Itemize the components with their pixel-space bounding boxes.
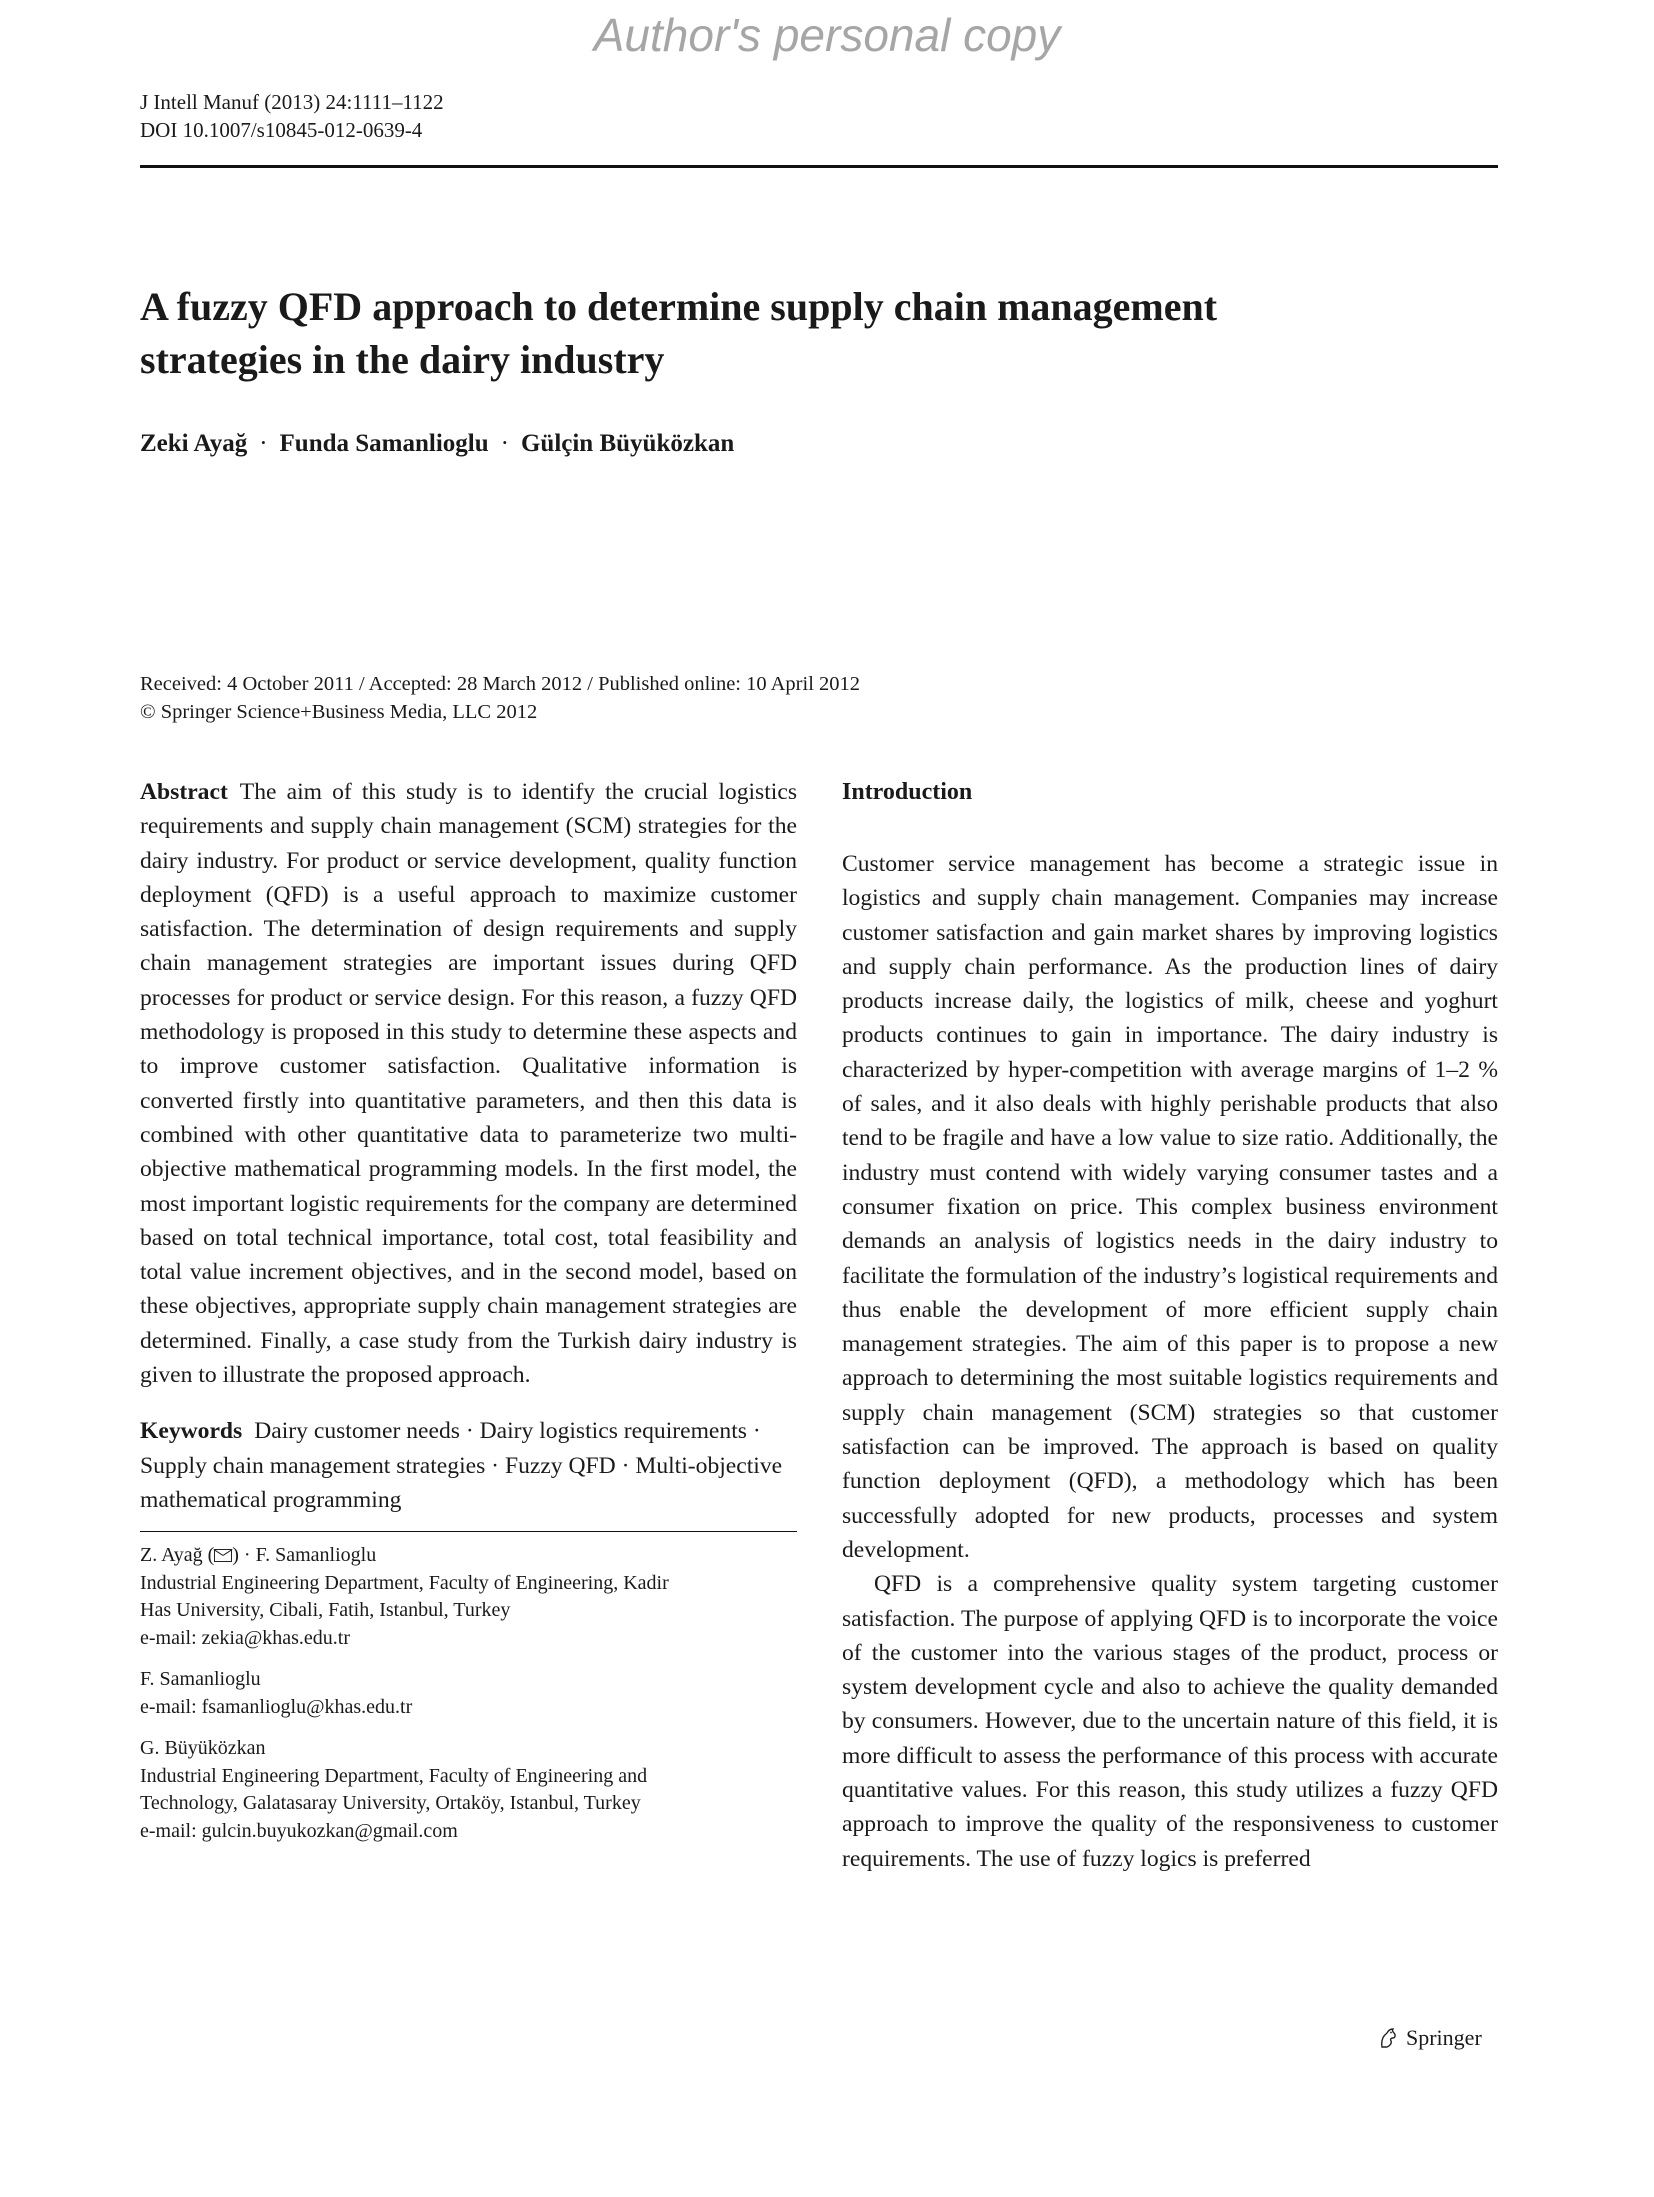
publisher-name: Springer xyxy=(1406,2025,1482,2050)
publication-dates xyxy=(140,670,860,726)
abstract xyxy=(140,775,797,1392)
right-column xyxy=(842,775,1498,1876)
affiliation-email: e-mail: fsamanlioglu@khas.edu.tr xyxy=(140,1695,413,1718)
journal-citation: J Intell Manuf (2013) 24:1111–1122 xyxy=(140,90,444,114)
introduction-heading: Introduction xyxy=(842,779,973,805)
watermark: Author's personal copy xyxy=(593,9,1061,61)
keywords xyxy=(140,1414,797,1517)
author-separator: · xyxy=(500,430,509,457)
envelope-icon xyxy=(214,1549,232,1562)
author-name: Zeki Ayağ xyxy=(140,430,248,457)
abstract-label: Abstract xyxy=(140,779,228,805)
title-line-2: strategies in the dairy industry xyxy=(140,337,665,382)
header-rule xyxy=(140,165,1498,168)
introduction-paragraph-2: QFD is a comprehensive quality system targeting customer satisfaction. The purpose of applying QFD is to incorporate the voice of the customer into the various stages of the product, process or system development cycle and also to achieve the quality demanded by consumers. However, due to the uncertain nature of this field, it is more difficult to assess the performance of this process with accurate quantitative values. For this reason, this study utilizes a fuzzy QFD approach to improve the quality of the responsiveness to customer requirements. The use of fuzzy logics is preferred xyxy=(842,1571,1498,1872)
affiliation-address: Technology, Galatasaray University, Ortaköy, Istanbul, Turkey xyxy=(140,1792,641,1815)
affiliation-address: Has University, Cibali, Fatih, Istanbul, Turkey xyxy=(140,1599,511,1622)
keywords-label: Keywords xyxy=(140,1418,243,1445)
received-dates: Received: 4 October 2011 / Accepted: 28 March 2012 / Published online: 10 April 2012 xyxy=(140,673,861,695)
publisher-logo xyxy=(1376,2025,1482,2051)
affiliation-block-1 xyxy=(140,1542,797,1652)
copyright-notice: © Springer Science+Business Media, LLC 2012 xyxy=(140,701,538,723)
affiliation-block-3 xyxy=(140,1735,797,1845)
affiliation-name: F. Samanlioglu xyxy=(140,1668,261,1691)
keywords-text: Dairy customer needs · Dairy logistics requirements · Supply chain management strategies · Fuzzy QFD · Multi-objective mathematical programming xyxy=(140,1418,783,1513)
affiliation-name: Z. Ayağ ( xyxy=(140,1544,215,1567)
left-column xyxy=(140,775,797,1845)
springer-horse-icon xyxy=(1376,2026,1400,2050)
affiliation-email: e-mail: gulcin.buyukozkan@gmail.com xyxy=(140,1819,458,1842)
paper-title xyxy=(140,280,1440,386)
affiliation-email: e-mail: zekia@khas.edu.tr xyxy=(140,1626,350,1649)
author-name: Funda Samanlioglu xyxy=(279,430,489,457)
affiliation-address: Industrial Engineering Department, Faculty of Engineering and xyxy=(140,1764,648,1787)
title-line-1: A fuzzy QFD approach to determine supply chain management xyxy=(140,284,1218,329)
abstract-text: The aim of this study is to identify the crucial logistics requirements and supply chain management (SCM) strategies for the dairy industry. For product or service development, quality function deployment (QFD) is a useful approach to maximize customer satisfaction. The determination of design requirements and supply chain management strategies are important issues during QFD processes for product or service design. For this reason, a fuzzy QFD methodology is proposed in this study to determine these aspects and to improve customer satisfaction. Qualitative information is converted firstly into quantitative parameters, and then this data is combined with other quantitative data to parameterize two multi-objective mathematical programming models. In the first model, the most important logistic requirements for the company are determined based on total technical importance, total cost, total feasibility and total value increment objectives, and in the second model, based on these objectives, appropriate supply chain management strategies are determined. Finally, a case study from the Turkish dairy industry is given to illustrate the proposed approach. xyxy=(140,779,797,1389)
journal-header xyxy=(140,88,444,144)
affiliation-name: G. Büyüközkan xyxy=(140,1737,266,1760)
affiliation-authors xyxy=(140,1542,797,1570)
journal-doi: DOI 10.1007/s10845-012-0639-4 xyxy=(140,118,423,142)
affiliation-block-2 xyxy=(140,1666,797,1721)
affiliation-address: Industrial Engineering Department, Faculty of Engineering, Kadir xyxy=(140,1571,669,1594)
introduction-paragraph-1: Customer service management has become a strategic issue in logistics and supply chain management. Companies may increase customer satisfaction and gain market shares by improving logistics and supply chain performance. As the production lines of dairy products increase daily, the logistics of milk, cheese and yoghurt products continues to gain in importance. The dairy industry is characterized by hyper-competition with average margins of 1–2 % of sales, and it also deals with highly perishable products that also tend to be fragile and have a low value to size ratio. Additionally, the industry must contend with widely varying consumer tastes and a consumer fixation on price. This complex business environment demands an analysis of logistics needs in the dairy industry to facilitate the formulation of the industry’s logistical requirements and thus enable the development of more efficient supply chain management strategies. The aim of this paper is to propose a new approach to determining the most suitable logistics requirements and supply chain management (SCM) strategies so that customer satisfaction can be improved. The approach is based on quality function deployment (QFD), a methodology which has been successfully adopted for new products, processes and system development. xyxy=(842,851,1498,1563)
author-separator: · xyxy=(259,430,268,457)
author-name: Gülçin Büyüközkan xyxy=(520,430,735,457)
author-list xyxy=(140,430,734,458)
affiliation-name: ) · F. Samanlioglu xyxy=(232,1544,377,1567)
affiliation-rule xyxy=(140,1531,797,1532)
